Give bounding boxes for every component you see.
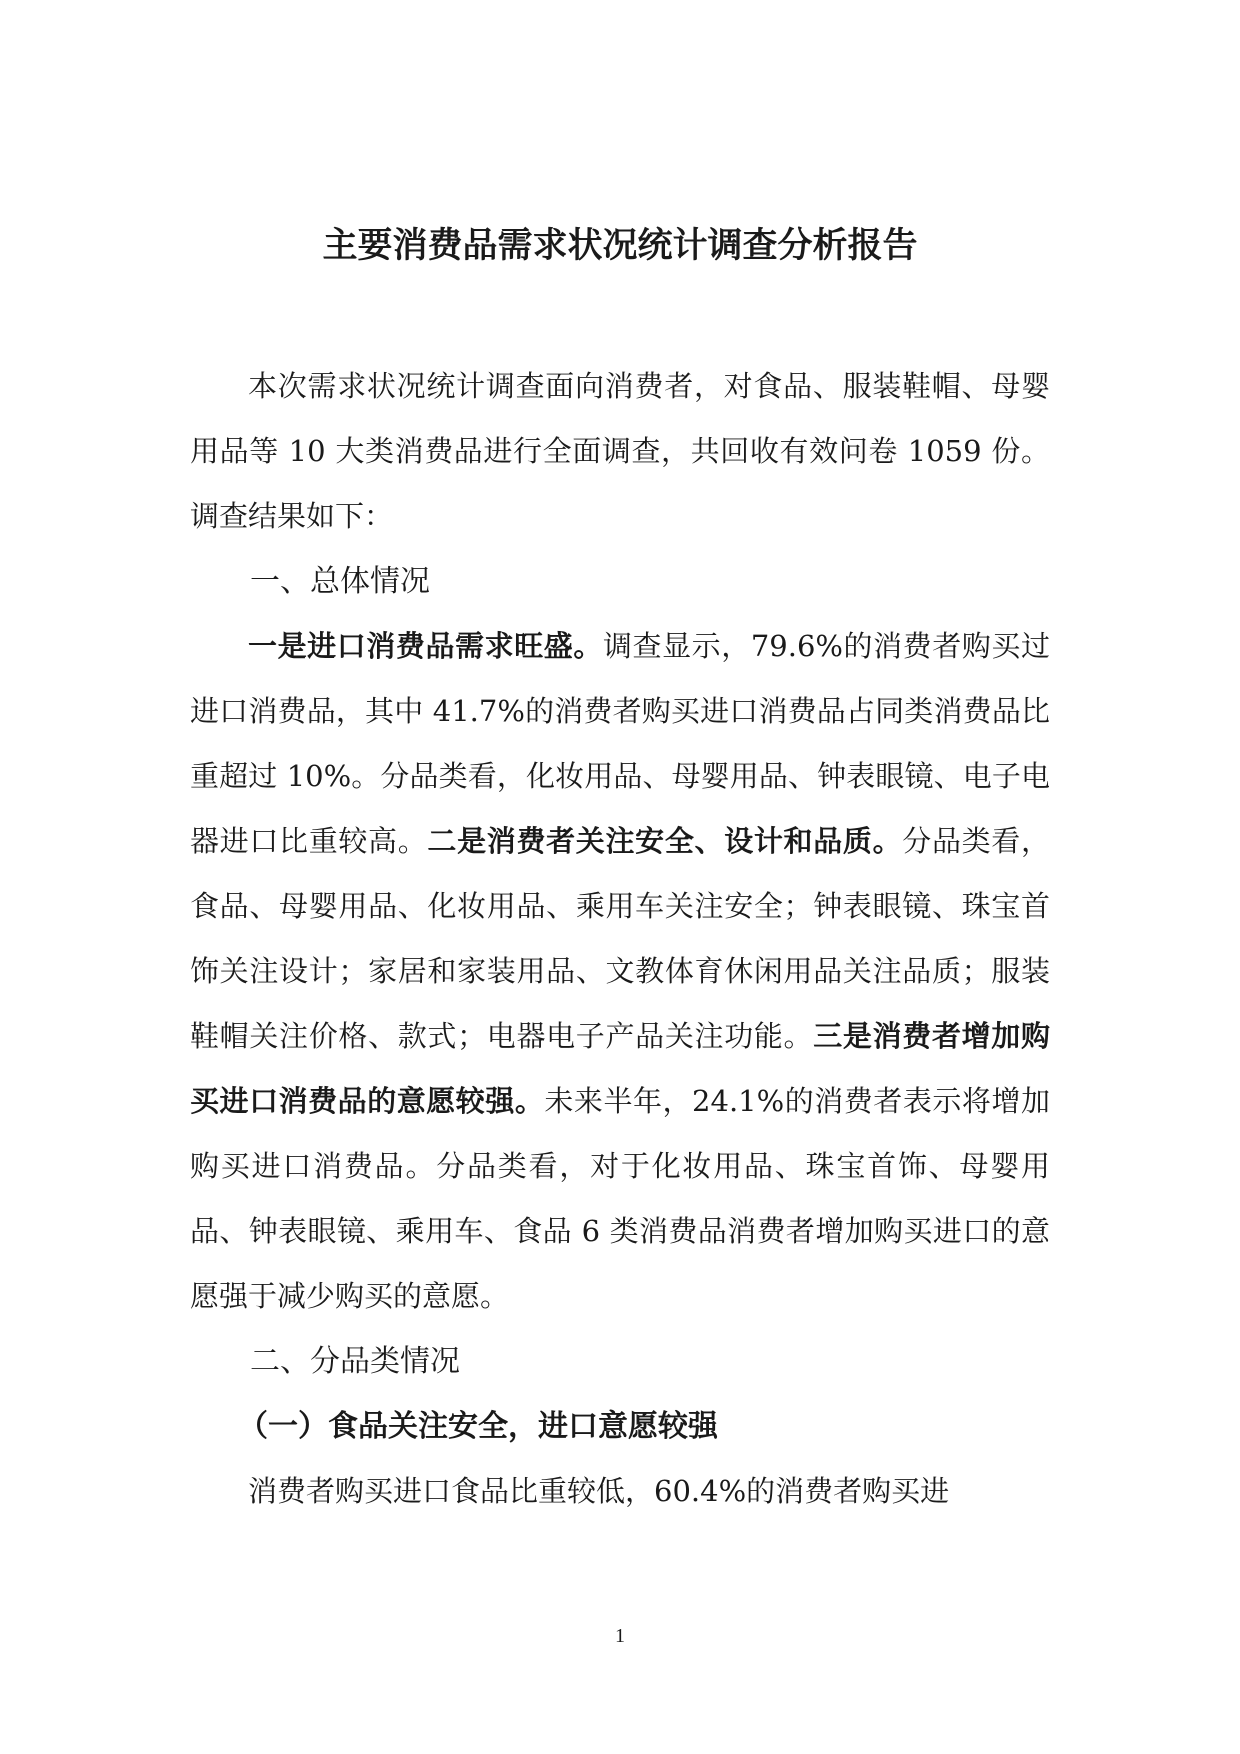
page-number: 1 bbox=[615, 1625, 625, 1647]
section-heading-categories: 二、分品类情况 bbox=[250, 1344, 460, 1379]
document-title: 主要消费品需求状况统计调查分析报告 bbox=[322, 226, 918, 266]
point-3-lead: 三是消费者增加购买进口消费品的意愿较强。 bbox=[190, 1019, 1050, 1118]
point-1-lead: 一是进口消费品需求旺盛。 bbox=[248, 629, 603, 663]
point-1-body: 调查显示，79.6%的消费者购买过进口消费品，其中 41.7%的消费者购买进口消费品占同类消费品比重超过 10%。分品类看，化妆用品、母婴用品、钟表眼镜、电子电器进口比重较高。 bbox=[190, 629, 1050, 858]
intro-paragraph: 本次需求状况统计调查面向消费者，对食品、服装鞋帽、母婴用品等 10 大类消费品进行全面调查，共回收有效问卷 1059 份。调查结果如下： bbox=[190, 369, 1050, 533]
overall-paragraph bbox=[190, 614, 1050, 1329]
point-2-lead: 二是消费者关注安全、设计和品质。 bbox=[427, 824, 903, 858]
food-paragraph: 消费者购买进口食品比重较低，60.4%的消费者购买进 bbox=[248, 1474, 950, 1508]
section-heading-overall: 一、总体情况 bbox=[250, 564, 430, 599]
point-3-body: 未来半年，24.1%的消费者表示将增加购买进口消费品。分品类看，对于化妆用品、珠宝首饰、母婴用品、钟表眼镜、乘用车、食品 6 类消费品消费者增加购买进口的意愿强于减少购买的意愿。 bbox=[190, 1084, 1050, 1313]
subsection-heading-food: （一）食品关注安全，进口意愿较强 bbox=[238, 1409, 718, 1444]
document-body bbox=[190, 354, 1050, 1524]
point-2-body: 分品类看，食品、母婴用品、化妆用品、乘用车关注安全；钟表眼镜、珠宝首饰关注设计；家居和家装用品、文教体育休闲用品关注品质；服装鞋帽关注价格、款式；电器电子产品关注功能。 bbox=[190, 824, 1050, 1053]
